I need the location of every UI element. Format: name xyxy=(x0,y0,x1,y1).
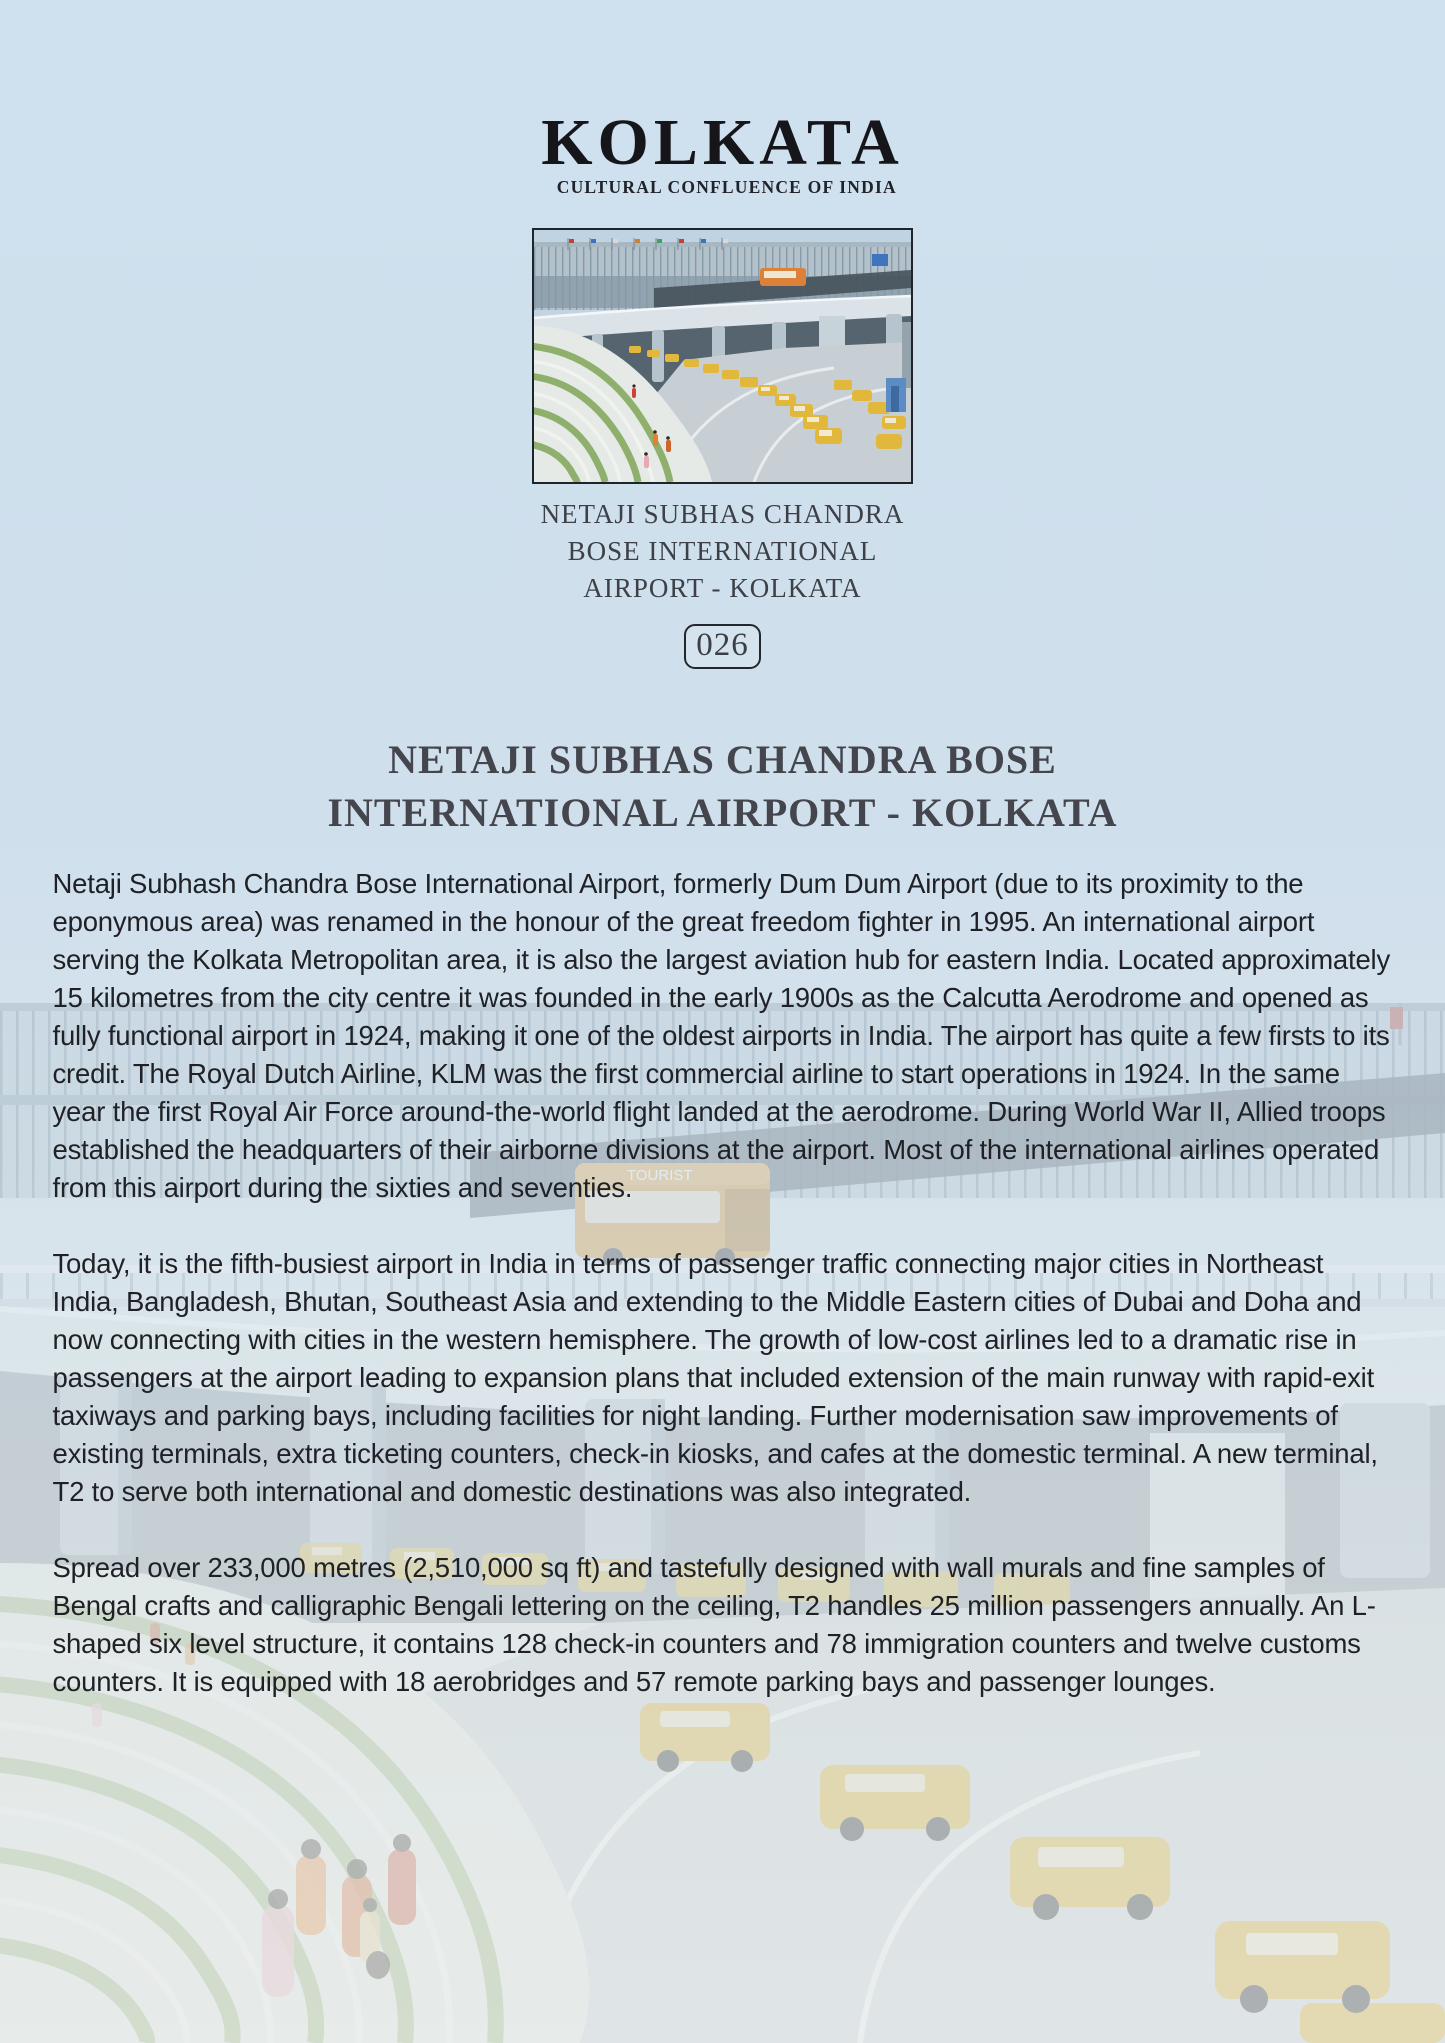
section-heading xyxy=(0,733,1445,839)
brand-header xyxy=(0,0,1445,198)
bus-label: TOURIST xyxy=(627,1167,693,1184)
photo-caption-line: NETAJI SUBHAS CHANDRA xyxy=(540,499,905,530)
bg-foreground-taxis xyxy=(640,1703,1445,2043)
brand-title: KOLKATA xyxy=(541,106,904,179)
photo-caption xyxy=(0,496,1445,607)
brand-tagline: CULTURAL CONFLUENCE OF INDIA xyxy=(556,177,897,198)
section-heading-line: NETAJI SUBHAS CHANDRA BOSE xyxy=(388,737,1057,783)
body-paragraph: Spread over 233,000 metres (2,510,000 sq ft) and tastefully designed with wall murals and fine samples of Bengal crafts and calligraphic Bengali lettering on the ceiling, T2 handles 25 million passengers annually. An L-shaped six level structure, it contains 128 check-in counters and 78 immigration counters and twelve customs counters. It is equipped with 18 aerobridges and 57 remote parking bays and passenger lounges. xyxy=(52,1552,1376,1698)
airport-photo xyxy=(532,228,913,484)
airport-photo-illustration xyxy=(534,230,911,482)
photo-caption-line: AIRPORT - KOLKATA xyxy=(583,573,862,604)
section-heading-line: INTERNATIONAL AIRPORT - KOLKATA xyxy=(327,790,1118,836)
article-body xyxy=(53,865,1393,1701)
body-paragraph: Today, it is the fifth-busiest airport in India in terms of passenger traffic connecting major cities in Northeast India, Bangladesh, Bhutan, Southeast Asia and extending to the Middle Eastern cities of Dubai and Doha and now connecting with cities in the western hemisphere. The growth of low-cost airlines led to a dramatic rise in passengers at the airport leading to expansion plans that included extension of the main runway with rapid-exit taxiways and parking bays, including facilities for night landing. Further modernisation saw improvements of existing terminals, extra ticketing counters, check-in kiosks, and cafes at the domestic terminal. A new terminal, T2 to serve both international and domestic destinations was also integrated. xyxy=(52,1248,1378,1508)
bg-people xyxy=(262,1834,416,1997)
body-paragraph: Netaji Subhash Chandra Bose International Airport, formerly Dum Dum Airport (due to its proximity to the eponymous area) was renamed in the honour of the great freedom fighter in 1995. An international airport serving the Kolkata Metropolitan area, it is also the largest aviation hub for eastern India. Located approximately 15 kilometres from the city centre it was founded in the early 1900s as the Calcutta Aerodrome and opened as fully functional airport in 1924, making it one of the oldest airports in India. The airport has quite a few firsts to its credit. The Royal Dutch Airline, KLM was the first commercial airline to start operations in 1924. In the same year the first Royal Air Force around-the-world flight landed at the aerodrome. During World War II, Allied troops established the headquarters of their airborne divisions at the airport. Most of the international airlines operated from this airport during the sixties and seventies. xyxy=(52,868,1390,1204)
photo-blue-sign xyxy=(872,254,888,266)
page-number-badge: 026 xyxy=(684,624,761,669)
photo-caption-line: BOSE INTERNATIONAL xyxy=(567,536,878,567)
